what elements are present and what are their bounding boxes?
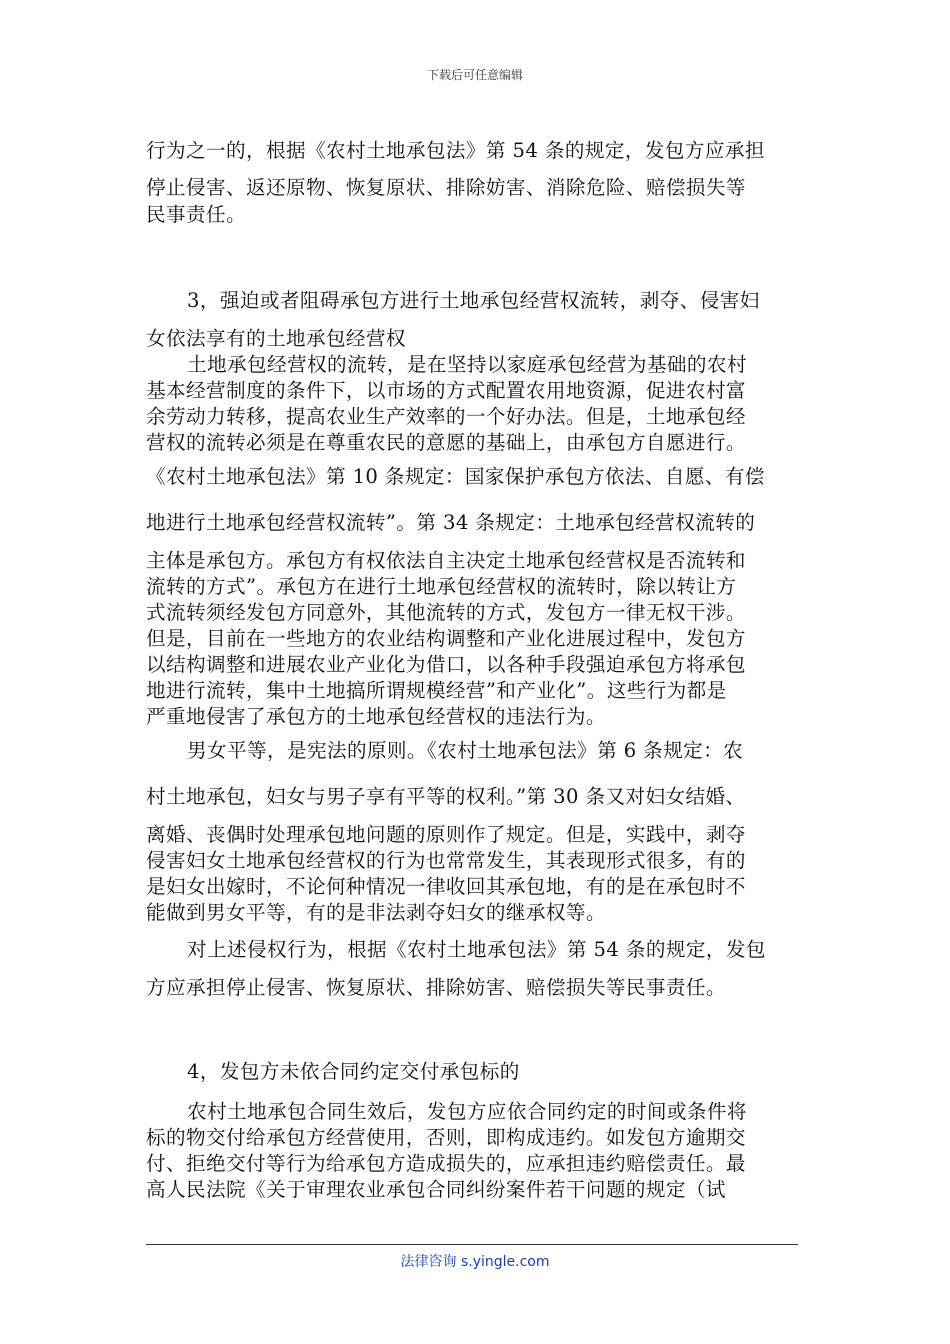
text-line: 以结构调整和进展农业产业化为借口，以各种手段强迫承包方将承包 bbox=[146, 653, 746, 676]
footer-link[interactable]: 法律咨询 s.yingle.com bbox=[400, 1254, 550, 1270]
text-line: 对上述侵权行为，根据《农村土地承包法》第 54 条的规定，发包 bbox=[187, 938, 766, 961]
text-line: 余劳动力转移，提高农业生产效率的一个好办法。但是，土地承包经 bbox=[146, 405, 746, 428]
text-line: 《农村土地承包法》第 10 条规定：国家保护承包方依法、自愿、有偿 bbox=[146, 465, 765, 488]
text-line: 式流转须经发包方同意外，其他流转的方式，发包方一律无权干涉。 bbox=[146, 601, 746, 624]
section-heading: 4，发包方未依合同约定交付承包标的 bbox=[187, 1060, 520, 1083]
text-line: 能做到男女平等，有的是非法剥夺妇女的继承权等。 bbox=[146, 901, 606, 924]
section-heading: 女依法享有的土地承包经营权 bbox=[146, 327, 406, 350]
footer-divider bbox=[146, 1244, 798, 1245]
text-line: 土地承包经营权的流转，是在坚持以家庭承包经营为基础的农村 bbox=[187, 353, 747, 376]
text-line: 基本经营制度的条件下，以市场的方式配置农用地资源，促进农村富 bbox=[146, 379, 746, 402]
section-heading: 3，强迫或者阻碍承包方进行土地承包经营权流转，剥夺、侵害妇 bbox=[187, 289, 760, 312]
text-line: 标的物交付给承包方经营使用，否则，即构成违约。如发包方逾期交 bbox=[146, 1126, 746, 1149]
text-line: 村土地承包，妇女与男子享有平等的权利。”第 30 条又对妇女结婚、 bbox=[146, 785, 746, 808]
text-line: 离婚、丧偶时处理承包地问题的原则作了规定。但是，实践中，剥夺 bbox=[146, 823, 746, 846]
text-line: 营权的流转必须是在尊重农民的意愿的基础上，由承包方自愿进行。 bbox=[146, 431, 746, 454]
text-line: 但是，目前在一些地方的农业结构调整和产业化进展过程中，发包方 bbox=[146, 627, 746, 650]
text-line: 付、拒绝交付等行为给承包方造成损失的，应承担违约赔偿责任。最 bbox=[146, 1152, 746, 1175]
text-line: 男女平等，是宪法的原则。《农村土地承包法》第 6 条规定：农 bbox=[187, 739, 744, 762]
page-header: 下载后可任意编辑 bbox=[426, 68, 523, 82]
text-line: 方应承担停止侵害、恢复原状、排除妨害、赔偿损失等民事责任。 bbox=[146, 976, 726, 999]
text-line: 主体是承包方。承包方有权依法自主决定土地承包经营权是否流转和 bbox=[146, 549, 746, 572]
text-line: 地进行流转，集中土地搞所谓规模经营”和产业化”。这些行为都是 bbox=[146, 679, 727, 702]
text-line: 地进行土地承包经营权流转”。第 34 条规定：土地承包经营权流转的 bbox=[146, 511, 756, 534]
text-line: 侵害妇女土地承包经营权的行为也常常发生，其表现形式很多，有的 bbox=[146, 849, 746, 872]
text-line: 高人民法院《关于审理农业承包合同纠纷案件若干问题的规定（试 bbox=[146, 1178, 726, 1201]
text-line: 严重地侵害了承包方的土地承包经营权的违法行为。 bbox=[146, 705, 606, 728]
text-line: 农村土地承包合同生效后，发包方应依合同约定的时间或条件将 bbox=[187, 1100, 747, 1123]
text-line: 行为之一的，根据《农村土地承包法》第 54 条的规定，发包方应承担 bbox=[146, 139, 765, 162]
text-line: 流转的方式”。承包方在进行土地承包经营权的流转时，除以转让方 bbox=[146, 575, 737, 598]
text-line: 停止侵害、返还原物、恢复原状、排除妨害、消除危险、赔偿损失等 bbox=[146, 176, 746, 199]
text-line: 是妇女出嫁时，不论何种情况一律收回其承包地，有的是在承包时不 bbox=[146, 875, 746, 898]
text-line: 民事责任。 bbox=[146, 203, 246, 226]
